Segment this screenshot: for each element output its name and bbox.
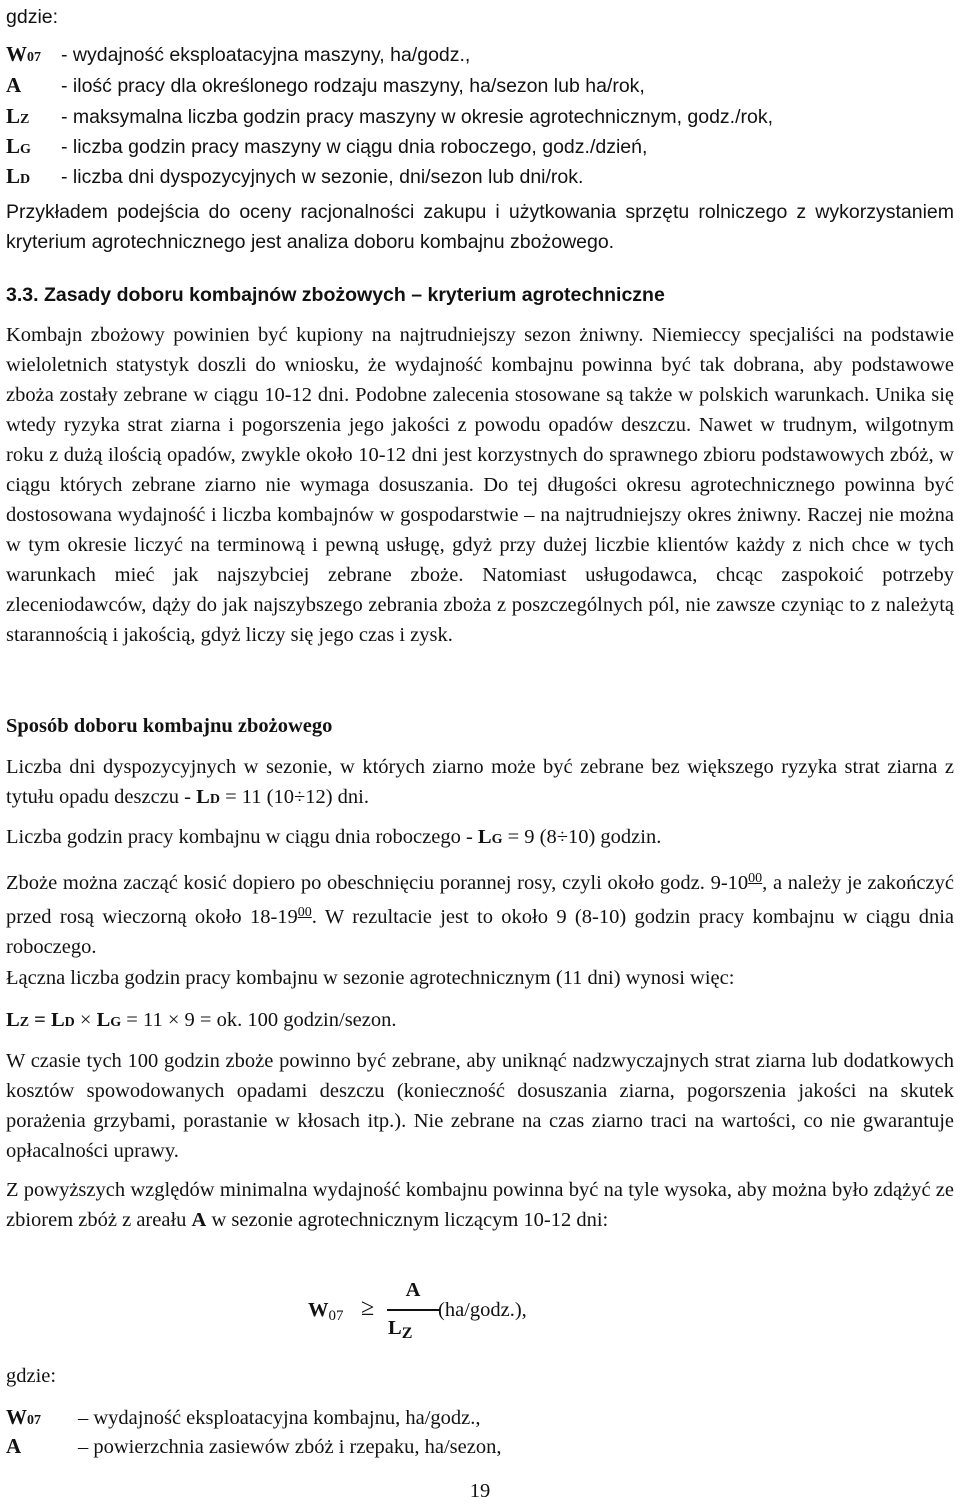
definition-text: – powierzchnia zasiewów zbóż i rzepaku, ha/sezon, <box>78 1436 502 1458</box>
definition-text: - maksymalna liczba godzin pracy maszyny w okresie agrotechnicznym, godz./rok, <box>61 106 774 128</box>
definition-row: A - ilość pracy dla określonego rodzaju maszyny, ha/sezon lub ha/rok, <box>6 73 645 97</box>
definition-row: W07 – wydajność eksploatacyjna kombajnu, ha/godz., <box>6 1405 481 1429</box>
subheading: Sposób doboru kombajnu zbożowego <box>6 715 333 737</box>
intro2-label: gdzie: <box>6 1365 57 1387</box>
definition-text: - wydajność eksploatacyjna maszyny, ha/godz., <box>61 44 471 66</box>
paragraph-ld: Liczba dni dyspozycyjnych w sezonie, w których ziarno może być zebrane bez większego ryzyka strat ziarna z tytułu opadu deszczu - LD = 11 (10÷12) dni. <box>6 756 954 808</box>
equation-lz: LZ = LD × LG = 11 × 9 = ok. 100 godzin/sezon. <box>6 1009 397 1031</box>
paragraph-main: Kombajn zbożowy powinien być kupiony na najtrudniejszy sezon żniwny. Niemieccy specjaliści na podstawie wieloletnich statystyk doszli do wniosku, że wydajność kombajnu powinna być tak dobrana, aby podstawowe zboża zostały zebrane w ciągu 10-12 dni. Podobne zalecenia stosowane są także w polskich warunkach. Unika się wtedy ryzyka strat ziarna i pogorszenia jego jakości z powodu opadów deszczu. Nawet w trudnym, wilgotnym roku z dużą ilością opadów, zwykle około 10-12 dni jest korzystnych do sprawnego zbioru podstawowych zbóż, w ciągu których zebrane ziarno nie wymaga dosuszania. Do tej długości okresu agrotechnicznego powinna być dostosowana wydajność i liczba kombajnów w gospodarstwie – na najtrudniejszy okres żniwny. Raczej nie można w tym okresie liczyć na terminową i pewną usługę, gdyż przy dużej liczbie klientów każdy z nich chce w tych warunkach mieć jak najszybciej zebrane zboże. Natomiast usługodawca, chcąc zaspokoić potrzeby zleceniodawców, dąży do jak najszybszego zebrania zboża z poszczególnych pól, nie zawsze czyniąc to z należytą starannością i jakością, gdyż liczy się jego czas i zysk. <box>6 324 954 646</box>
fraction-numerator: A <box>405 1279 421 1301</box>
formula-w07: W07 ≥ A LZ (ha/godz.), <box>308 1275 608 1345</box>
definition-text: – wydajność eksploatacyjna kombajnu, ha/godz., <box>78 1407 481 1429</box>
definition-text: - liczba dni dyspozycyjnych w sezonie, dni/sezon lub dni/rok. <box>61 166 584 188</box>
page-number: 19 <box>469 1480 491 1502</box>
paragraph-time: Zboże można zacząć kosić dopiero po obeschnięciu porannej rosy, czyli około godz. $9-10^{00}$, a należy je zakończyć przed rosą wieczorną około $18-19^{00}$. W rezultacie jest to około 9 (8-10) godzin pracy kombajnu w ciągu dnia roboczego. <box>6 871 954 958</box>
definition-text: - liczba godzin pracy maszyny w ciągu dnia roboczego, godz./dzień, <box>61 136 648 158</box>
fraction-bar <box>387 1309 439 1311</box>
paragraph-example: Przykładem podejścia do oceny racjonalności zakupu i użytkowania sprzętu rolniczego z wykorzystaniem kryterium agrotechnicznego jest analiza doboru kombajnu zbożowego. <box>6 201 954 253</box>
definition-row: LD - liczba dni dyspozycyjnych w sezonie, dni/sezon lub dni/rok. <box>6 164 584 188</box>
definition-row: LG - liczba godzin pracy maszyny w ciągu dnia roboczego, godz./dzień, <box>6 134 648 158</box>
fraction-denominator: LZ <box>388 1317 413 1342</box>
definition-row: A – powierzchnia zasiewów zbóż i rzepaku, ha/sezon, <box>6 1434 502 1458</box>
definition-text: - ilość pracy dla określonego rodzaju maszyny, ha/sezon lub ha/rok, <box>61 75 645 97</box>
paragraph-total: Łączna liczba godzin pracy kombajnu w sezonie agrotechnicznym (11 dni) wynosi więc: <box>6 967 735 989</box>
definition-row: LZ - maksymalna liczba godzin pracy maszyny w okresie agrotechnicznym, godz./rok, <box>6 104 774 128</box>
section-heading: 3.3. Zasady doboru kombajnów zbożowych – kryterium agrotechniczne <box>6 284 665 306</box>
paragraph-minimum: Z powyższych względów minimalna wydajność kombajnu powinna być na tyle wysoka, aby można było zdążyć ze zbiorem zbóż z areału A w sezonie agrotechnicznym liczącym 10-12 dni: <box>6 1179 954 1231</box>
paragraph-100-hours: W czasie tych 100 godzin zboże powinno być zebrane, aby uniknąć nadzwyczajnych strat ziarna lub dodatkowych kosztów spowodowanych opadami deszczu (konieczność dosuszania ziarna, pogorszenia jakości na skutek porażenia grzybami, porastanie w kłosach itp.). Nie zebrane na czas ziarno traci na wartości, co nie gwarantuje opłacalności uprawy. <box>6 1050 954 1162</box>
definition-row: W07 - wydajność eksploatacyjna maszyny, ha/godz., <box>6 42 471 66</box>
intro-label: gdzie: <box>6 6 59 28</box>
paragraph-lg: Liczba godzin pracy kombajnu w ciągu dnia roboczego - LG = 9 (8÷10) godzin. <box>6 826 662 848</box>
